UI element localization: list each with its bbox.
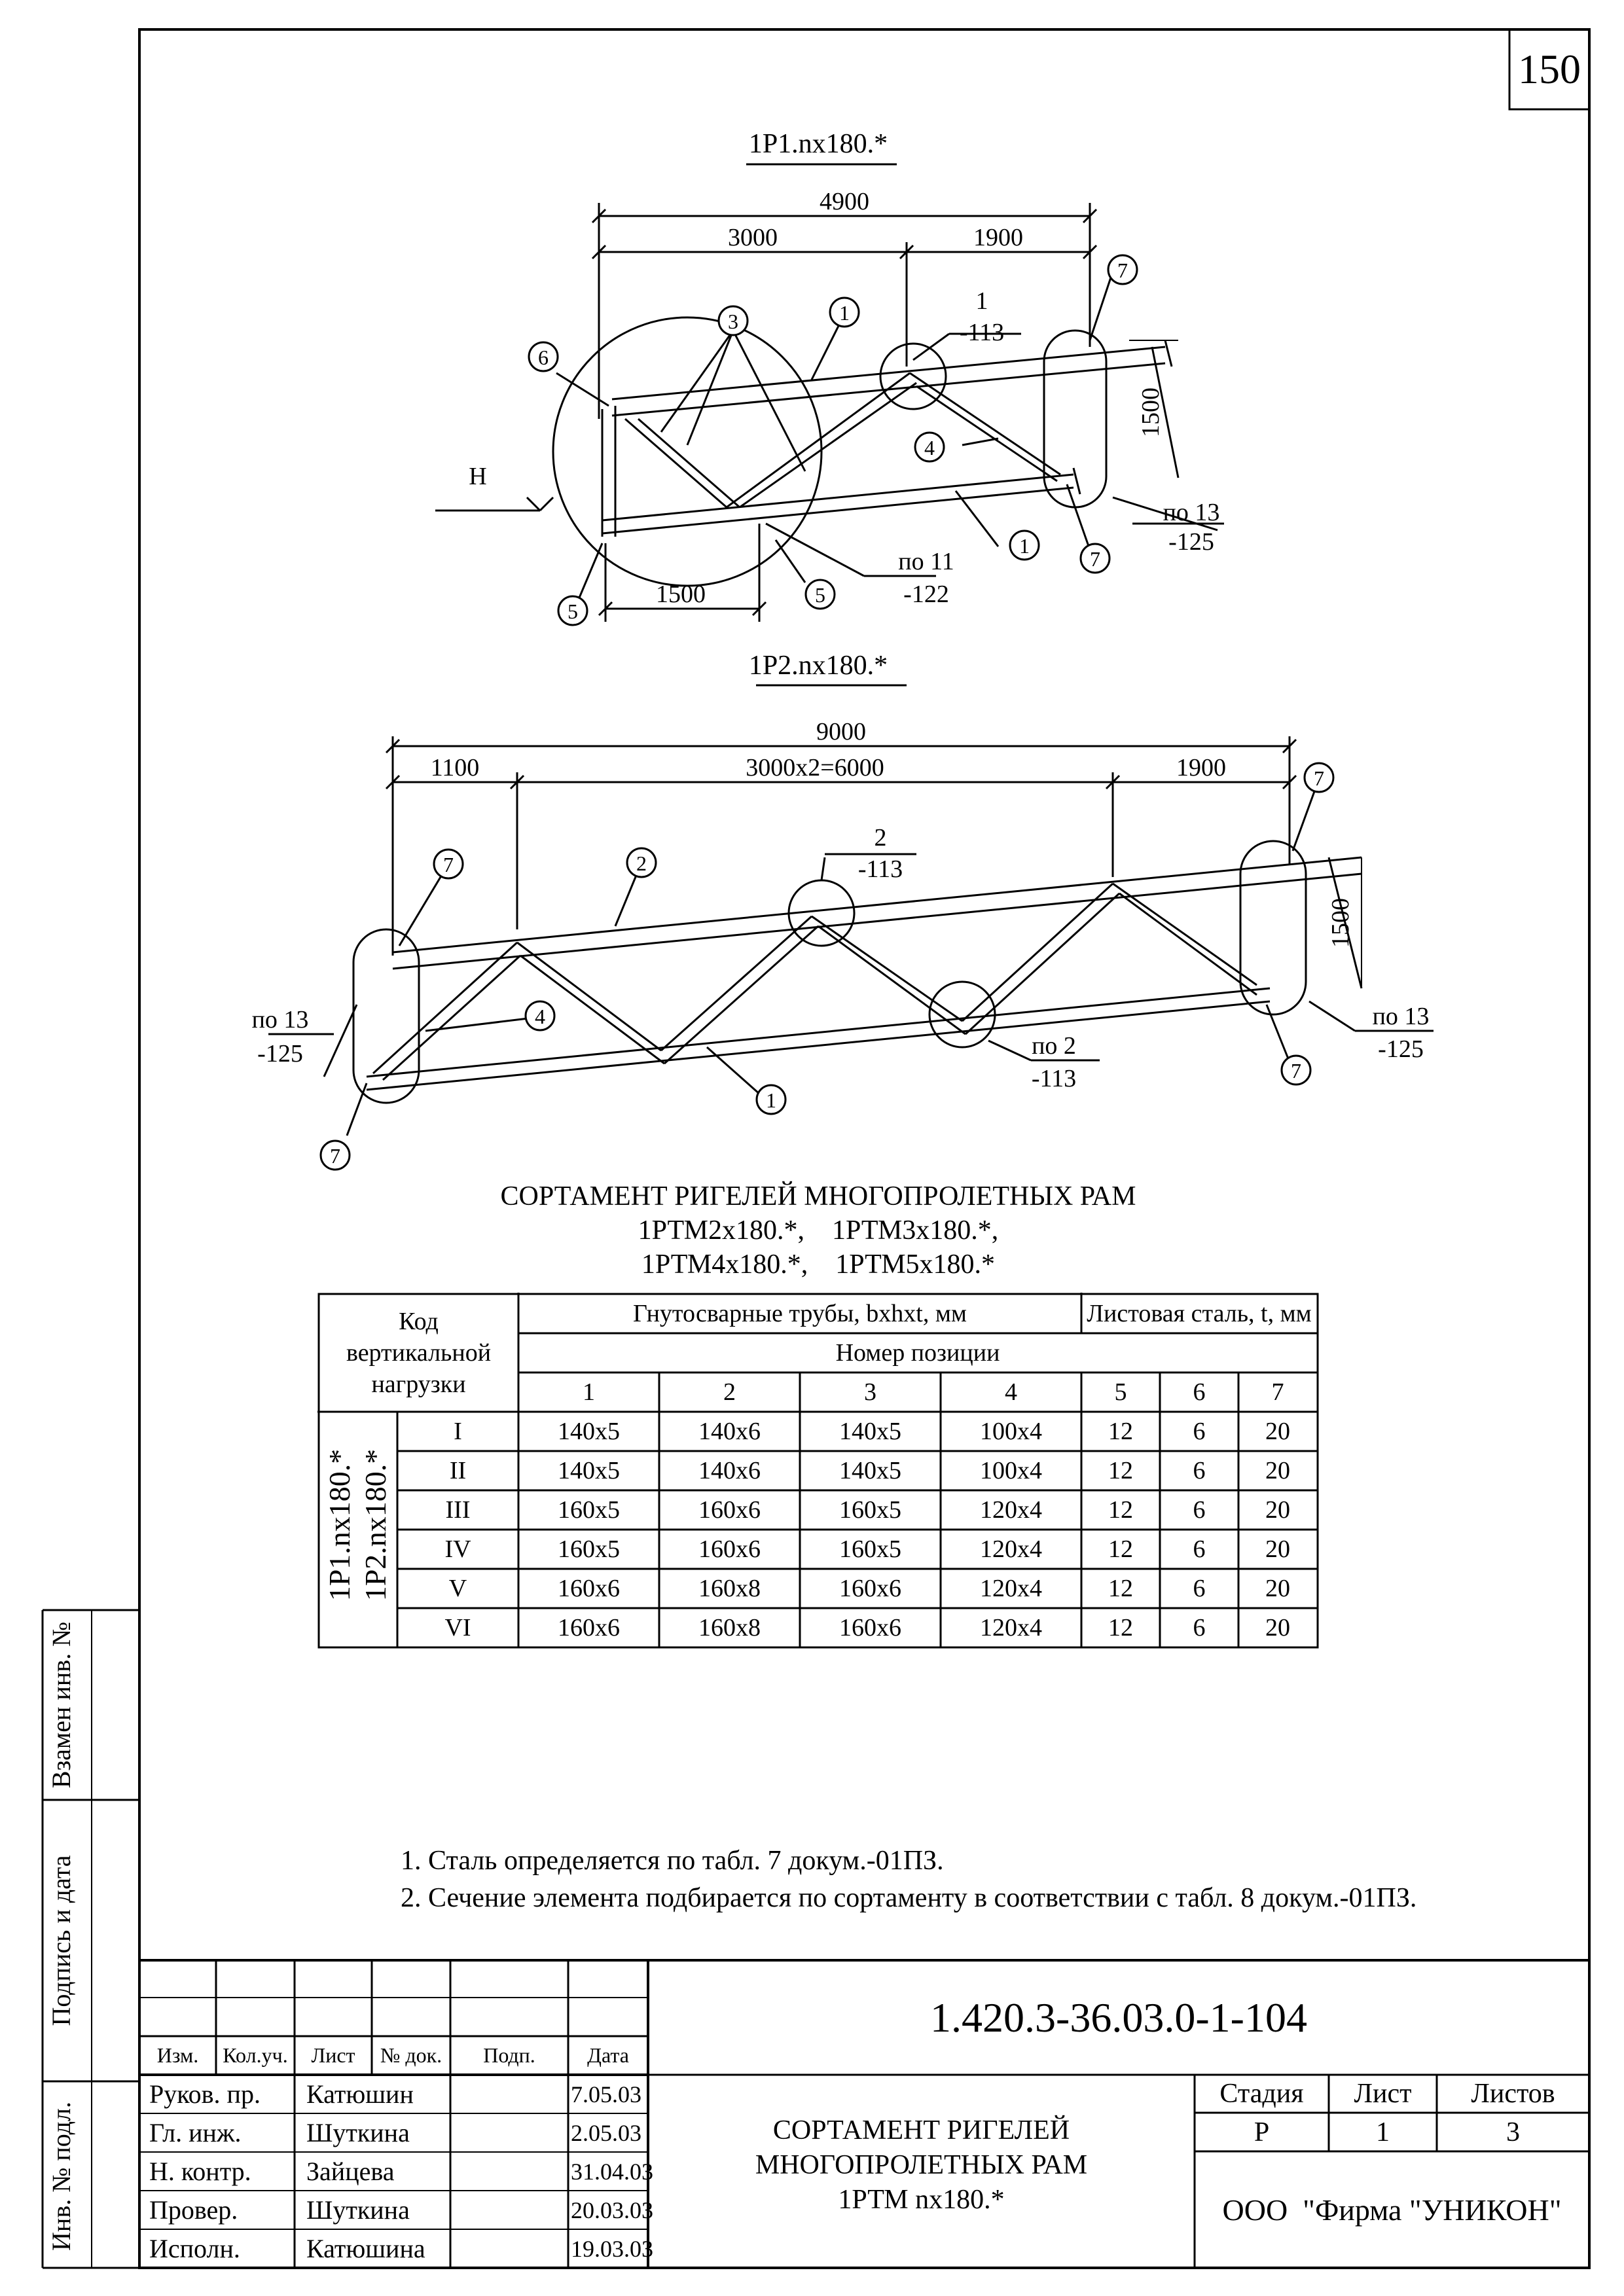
tb-doc-title-3: 1РТМ nx180.* <box>838 2185 1005 2215</box>
d1-node-ref-3b: -122 <box>903 581 949 608</box>
table-cell: 120x4 <box>980 1496 1042 1524</box>
sheet-number: 150 <box>1518 46 1581 92</box>
d2-node-ref-2b: -125 <box>257 1040 303 1067</box>
table-col-4: 4 <box>1005 1378 1017 1406</box>
table-cell: 160x5 <box>558 1535 620 1563</box>
table-col-1: 1 <box>583 1378 595 1406</box>
table-cell: 120x4 <box>980 1535 1042 1563</box>
table-cell: 12 <box>1108 1614 1133 1641</box>
d1-node-ref-2: по 13 <box>1163 499 1220 526</box>
stamp-replace-inventory: Взамен инв. № <box>46 1621 76 1789</box>
table-title-line-1: СОРТАМЕНТ РИГЕЛЕЙ МНОГОПРОЛЕТНЫХ РАМ <box>500 1181 1136 1211</box>
tb-signature-date: 2.05.03 <box>571 2119 641 2146</box>
table-cell: 160x5 <box>839 1535 901 1563</box>
table-col-7: 7 <box>1271 1378 1284 1406</box>
d1-dim-bottom: 1500 <box>656 581 706 608</box>
table-cell: 140x6 <box>698 1418 761 1445</box>
d1-level-mark: Н <box>469 463 487 490</box>
tb-signature-date: 31.04.03 <box>571 2158 653 2185</box>
tb-header-date: Дата <box>587 2043 629 2067</box>
table-cell: 20 <box>1265 1575 1290 1602</box>
tb-header-sign: Подп. <box>483 2043 535 2067</box>
table-row-code: IV <box>444 1535 471 1563</box>
table-cell: 160x6 <box>698 1496 761 1524</box>
d2-dim-height: 1500 <box>1327 898 1354 948</box>
table-cell: 20 <box>1265 1457 1290 1484</box>
note-2: 2. Сечение элемента подбирается по сортаменту в соответствии с табл. 8 докум.-01ПЗ. <box>401 1882 1417 1913</box>
table-cell: 160x6 <box>839 1614 901 1641</box>
table-cell: 160x6 <box>839 1575 901 1602</box>
table-col-5: 5 <box>1114 1378 1127 1406</box>
drawing-2-title: 1Р2.nx180.* <box>748 651 888 681</box>
d2-callout-7d: 7 <box>330 1144 340 1168</box>
table-cell: 160x6 <box>558 1575 620 1602</box>
tb-signature-name: Шуткина <box>306 2195 410 2225</box>
d1-callout-7a: 7 <box>1117 259 1128 282</box>
d2-node-ref-1b: -113 <box>857 855 903 883</box>
table-cell: 140x5 <box>839 1418 901 1445</box>
d2-callout-7a: 7 <box>443 853 454 876</box>
d1-node-ref-1: 1 <box>975 287 988 315</box>
d1-callout-7b: 7 <box>1090 547 1100 571</box>
table-cell: 6 <box>1193 1535 1206 1563</box>
table-cell: 12 <box>1108 1535 1133 1563</box>
table-cell: 140x5 <box>839 1457 901 1484</box>
d2-dim-total: 9000 <box>816 718 866 745</box>
d2-node-ref-3: по 13 <box>1372 1003 1430 1030</box>
d1-node-ref-3: по 11 <box>898 548 954 575</box>
table-cell: 6 <box>1193 1496 1206 1524</box>
tb-signature-date: 20.03.03 <box>571 2197 653 2223</box>
table-cell: 12 <box>1108 1575 1133 1602</box>
d1-callout-5a: 5 <box>568 600 578 623</box>
tb-stage-label: Стадия <box>1219 2079 1304 2109</box>
d2-callout-7b: 7 <box>1314 766 1324 790</box>
table-cell: 160x5 <box>839 1496 901 1524</box>
table-cell: 160x5 <box>558 1496 620 1524</box>
d1-callout-1a: 1 <box>839 301 850 325</box>
d2-dim-b: 3000x2=6000 <box>746 754 884 781</box>
d1-dim-a: 3000 <box>728 224 778 251</box>
d1-callout-3: 3 <box>728 310 738 333</box>
table-group-label-1: 1Р1.nx180.* <box>323 1448 356 1602</box>
tb-stage-value: Р <box>1254 2117 1270 2147</box>
table-cell: 6 <box>1193 1614 1206 1641</box>
tb-signature-name: Катюшина <box>306 2234 425 2263</box>
table-cell: 160x8 <box>698 1614 761 1641</box>
table-cell: 20 <box>1265 1614 1290 1641</box>
d1-callout-5b: 5 <box>815 583 825 607</box>
d2-dim-a: 1100 <box>430 754 480 781</box>
d2-node-ref-1: 2 <box>874 824 887 852</box>
d1-callout-6: 6 <box>538 346 549 369</box>
d1-callout-1b: 1 <box>1019 534 1030 558</box>
table-row-code: VI <box>444 1614 471 1641</box>
table-row-code: V <box>448 1575 467 1602</box>
d1-node-ref-1b: -113 <box>959 319 1005 346</box>
tb-signature-date: 7.05.03 <box>571 2081 641 2108</box>
table-header-code: Код вертикальной нагрузки <box>346 1308 492 1398</box>
tb-doc-title-1: СОРТАМЕНТ РИГЕЛЕЙ <box>772 2115 1070 2145</box>
stamp-signature-date: Подпись и дата <box>46 1855 76 2026</box>
table-cell: 6 <box>1193 1457 1206 1484</box>
tb-sheets-value: 3 <box>1506 2117 1520 2147</box>
table-header-pipes: Гнутосварные трубы, bxhxt, мм <box>633 1300 967 1327</box>
drawing-1-title: 1Р1.nx180.* <box>748 129 888 159</box>
d2-node-ref-2: по 13 <box>251 1006 309 1033</box>
table-title-line-2: 1РТМ2x180.*, 1РТМ3x180.*, <box>638 1215 999 1246</box>
d1-dim-b: 1900 <box>973 224 1023 251</box>
table-cell: 12 <box>1108 1496 1133 1524</box>
note-1: 1. Сталь определяется по табл. 7 докум.-01ПЗ. <box>401 1845 944 1876</box>
tb-signature-date: 19.03.03 <box>571 2235 653 2262</box>
d2-callout-4: 4 <box>535 1005 545 1028</box>
tb-signature-role: Н. контр. <box>149 2157 251 2186</box>
table-cell: 140x5 <box>558 1457 620 1484</box>
table-row-code: I <box>454 1418 462 1445</box>
table-cell: 12 <box>1108 1418 1133 1445</box>
table-cell: 6 <box>1193 1418 1206 1445</box>
tb-header-doc-no: № док. <box>380 2043 442 2067</box>
tb-company: ООО "Фирма "УНИКОН" <box>1222 2193 1562 2227</box>
table-col-2: 2 <box>723 1378 736 1406</box>
table-cell: 100x4 <box>980 1418 1042 1445</box>
table-cell: 120x4 <box>980 1575 1042 1602</box>
table-cell: 140x6 <box>698 1457 761 1484</box>
table-title-line-3: 1РТМ4x180.*, 1РТМ5x180.* <box>641 1249 996 1280</box>
table-header-sheet-steel: Листовая сталь, t, мм <box>1087 1300 1312 1327</box>
d1-callout-4: 4 <box>924 436 935 459</box>
tb-header-izm: Изм. <box>156 2043 199 2067</box>
tb-header-list: Лист <box>311 2043 355 2067</box>
d1-dim-height: 1500 <box>1137 387 1164 437</box>
tb-sheet-value: 1 <box>1376 2117 1390 2147</box>
tb-header-kol-uch: Кол.уч. <box>223 2043 288 2067</box>
table-cell: 20 <box>1265 1418 1290 1445</box>
tb-doc-title-2: МНОГОПРОЛЕТНЫХ РАМ <box>755 2150 1088 2180</box>
table-cell: 100x4 <box>980 1457 1042 1484</box>
tb-signature-role: Исполн. <box>149 2234 240 2263</box>
tb-signature-role: Провер. <box>149 2195 238 2225</box>
d2-node-ref-4b: -113 <box>1031 1065 1077 1092</box>
tb-signature-role: Руков. пр. <box>149 2079 261 2109</box>
table-col-3: 3 <box>864 1378 876 1406</box>
table-cell: 6 <box>1193 1575 1206 1602</box>
table-cell: 20 <box>1265 1496 1290 1524</box>
table-group-label-2: 1Р2.nx180.* <box>359 1448 392 1602</box>
table-cell: 20 <box>1265 1535 1290 1563</box>
table-header-position: Номер позиции <box>835 1339 1000 1367</box>
table-cell: 140x5 <box>558 1418 620 1445</box>
d2-node-ref-3b: -125 <box>1378 1035 1424 1063</box>
tb-sheets-label: Листов <box>1471 2079 1555 2109</box>
d2-callout-7c: 7 <box>1291 1059 1301 1083</box>
d2-callout-2: 2 <box>636 852 647 875</box>
title-block-doc-code: 1.420.3-36.03.0-1-104 <box>930 1994 1307 2041</box>
stamp-inventory-original: Инв. № подл. <box>46 2102 76 2251</box>
table-cell: 12 <box>1108 1457 1133 1484</box>
tb-signature-name: Катюшин <box>306 2079 414 2109</box>
table-cell: 160x6 <box>558 1614 620 1641</box>
d2-dim-c: 1900 <box>1176 754 1226 781</box>
table-cell: 160x8 <box>698 1575 761 1602</box>
d1-dim-total: 4900 <box>820 188 869 215</box>
tb-signature-name: Зайцева <box>306 2157 395 2186</box>
d2-callout-1: 1 <box>766 1088 776 1112</box>
table-cell: 160x6 <box>698 1535 761 1563</box>
tb-signature-role: Гл. инж. <box>149 2118 242 2147</box>
d2-node-ref-4: по 2 <box>1032 1032 1076 1060</box>
tb-signature-name: Шуткина <box>306 2118 410 2147</box>
d1-node-ref-2b: -125 <box>1168 528 1214 556</box>
tb-sheet-label: Лист <box>1354 2079 1412 2109</box>
table-col-6: 6 <box>1193 1378 1206 1406</box>
table-row-code: II <box>449 1457 467 1484</box>
table-row-code: III <box>445 1496 471 1524</box>
table-cell: 120x4 <box>980 1614 1042 1641</box>
